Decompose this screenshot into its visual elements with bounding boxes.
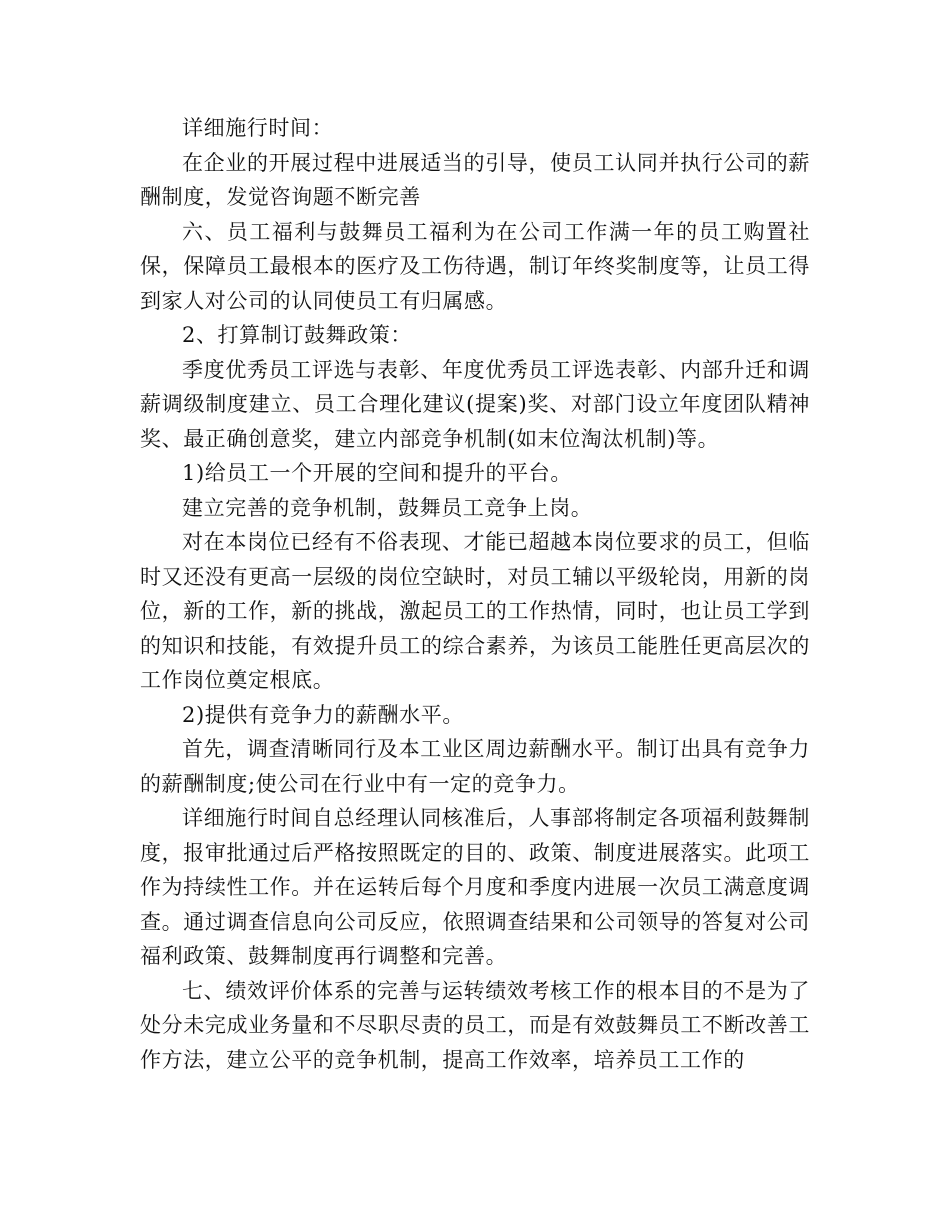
paragraph-section-seven-performance: 七、绩效评价体系的完善与运转绩效考核工作的根本目的不是为了处分未完成业务量和不尽职尽责的员工，而是有效鼓舞员工不断改善工作方法，建立公平的竞争机制，提高工作效率，培养员工工作的 [140, 978, 810, 1072]
paragraph-incentive-policy-heading: 2、打算制订鼓舞政策： [182, 323, 412, 347]
paragraph-competition-mechanism: 建立完善的竞争机制，鼓舞员工竞争上岗。 [182, 495, 593, 520]
paragraph-section-six-benefits: 六、员工福利与鼓舞员工福利为在公司工作满一年的员工购置社保，保障员工最根本的医疗及工伤待遇，制订年终奖制度等，让员工得到家人对公司的认同使员工有归属感。 [140, 219, 810, 313]
paragraph-awards-list: 季度优秀员工评选与表彰、年度优秀员工评选表彰、内部升迁和调薪调级制度建立、员工合理化建议(提案)奖、对部门设立年度团队精神奖、最正确创意奖，建立内部竞争机制(如末位淘汰机制)等。 [140, 357, 810, 451]
paragraph-implementation-details: 详细施行时间自总经理认同核准后，人事部将制定各项福利鼓舞制度，报审批通过后严格按照既定的目的、政策、制度进展落实。此项工作为持续性工作。并在运转后每个月度和季度内进展一次员工满意度调查。通过调查信息向公司反应，依照调查结果和公司领导的答复对公司福利政策、鼓舞制度再行调整和完善。 [140, 806, 810, 968]
paragraph-item-2-heading: 2)提供有竞争力的薪酬水平。 [182, 702, 464, 727]
paragraph-implementation-time: 详细施行时间： [182, 116, 334, 140]
paragraph-job-rotation: 对在本岗位已经有不俗表现、才能已超越本岗位要求的员工，但临时又还没有更高一层级的岗位空缺时，对员工辅以平级轮岗，用新的岗位，新的工作，新的挑战，激起员工的工作热情，同时，也让员工学到的知识和技能，有效提升员工的综合素养，为该员工能胜任更高层次的工作岗位奠定根底。 [140, 530, 810, 692]
paragraph-guidance: 在企业的开展过程中进展适当的引导，使员工认同并执行公司的薪酬制度，发觉咨询题不断完善 [140, 150, 810, 209]
paragraph-salary-survey: 首先，调查清晰同行及本工业区周边薪酬水平。制订出具有竞争力的薪酬制度;使公司在行业中有一定的竞争力。 [140, 737, 810, 796]
paragraph-item-1-heading: 1)给员工一个开展的空间和提升的平台。 [182, 461, 572, 485]
